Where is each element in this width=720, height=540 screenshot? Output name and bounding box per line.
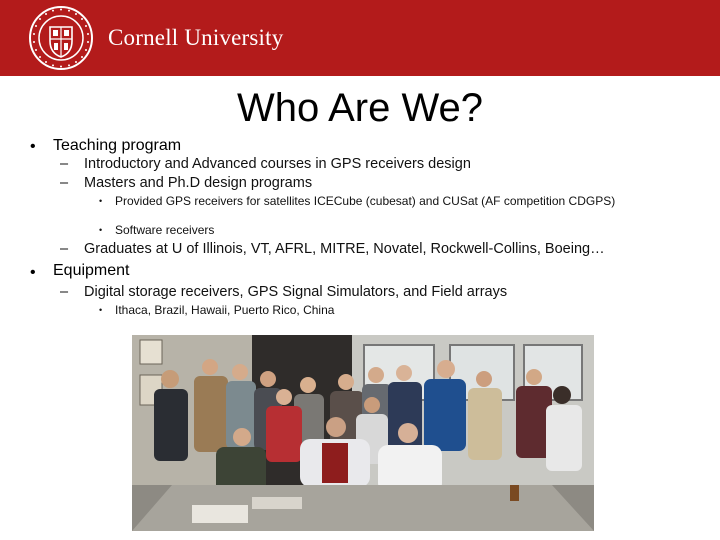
list-item [99, 224, 679, 238]
bullet-marker: • [99, 196, 103, 206]
bullet-marker: • [99, 225, 103, 235]
brand-name: Cornell University [108, 25, 284, 50]
list-item [99, 304, 679, 318]
list-item [99, 195, 679, 221]
list-item-text: Masters and Ph.D design programs [84, 175, 313, 191]
list-item-text: Graduates at U of Illinois, VT, AFRL, MITRE, Novatel, Rockwell-Collins, Boeing… [84, 241, 605, 257]
list-item [60, 155, 700, 173]
section-equipment-label: Equipment [53, 262, 130, 279]
list-item [60, 240, 710, 258]
dash-marker: – [60, 156, 69, 172]
section-teaching-label: Teaching program [53, 137, 182, 154]
dash-marker: – [60, 284, 69, 300]
group-photo [132, 335, 594, 531]
list-item-text: Provided GPS receivers for satellites ICECube (cubesat) and CUSat (AF competition CDGPS) [115, 194, 616, 208]
list-item-text: Digital storage receivers, GPS Signal Simulators, and Field arrays [84, 284, 508, 300]
cornell-seal-icon [28, 5, 94, 71]
slide-title: Who Are We? [236, 86, 484, 130]
bullet-marker: • [30, 138, 36, 155]
list-item-text: Introductory and Advanced courses in GPS receivers design [84, 156, 471, 172]
dash-marker: – [60, 241, 69, 257]
list-item-text: Ithaca, Brazil, Hawaii, Puerto Rico, China [115, 303, 335, 317]
list-item [60, 174, 700, 192]
header-banner [0, 0, 720, 76]
list-item-text: Software receivers [115, 223, 215, 237]
bullet-marker: • [99, 305, 103, 315]
dash-marker: – [60, 175, 69, 191]
bullet-marker: • [30, 264, 36, 281]
list-item [60, 283, 700, 301]
